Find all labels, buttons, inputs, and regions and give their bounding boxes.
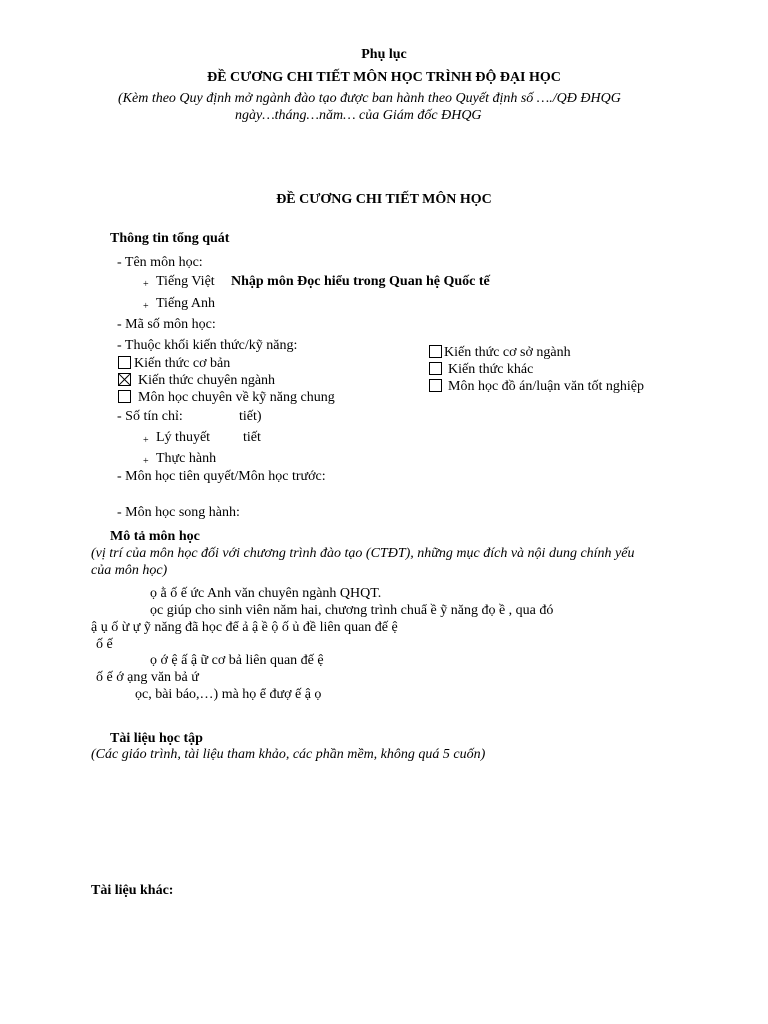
description-note-line-1: (vị trí của môn học đối với chương trình đào tạo (CTĐT), những mục đích và nội dung chính yếu [91, 546, 635, 561]
subtitle-line-1: (Kèm theo Quy định mở ngành đào tạo được ban hành theo Quyết định số …./QĐ ĐHQG [118, 91, 621, 106]
description-line: ố ế [96, 637, 113, 652]
general-info-heading: Thông tin tổng quát [110, 231, 230, 246]
checkbox-label: Môn học chuyên về kỹ năng chung [138, 390, 335, 405]
bullet-icon: + [143, 456, 149, 467]
practice-label: Thực hành [156, 451, 217, 466]
description-line: ố ế ớ ạng văn bả ứ [96, 670, 199, 685]
document-title: ĐỀ CƯƠNG CHI TIẾT MÔN HỌC TRÌNH ĐỘ ĐẠI HỌC [207, 70, 561, 85]
description-line: ọc giúp cho sinh viên năm hai, chương trình chuẩ ề ỹ năng đọ ề , qua đó [150, 603, 554, 618]
other-materials-heading: Tài liệu khác: [91, 883, 174, 898]
prerequisite-label: - Môn học tiên quyết/Môn học trước: [117, 469, 326, 484]
knowledge-block-label: - Thuộc khối kiến thức/kỹ năng: [117, 338, 298, 353]
bullet-icon: + [143, 301, 149, 312]
checkbox-label: Môn học đồ án/luận văn tốt nghiệp [448, 379, 644, 394]
parallel-course-label: - Môn học song hành: [117, 505, 240, 520]
description-line: ọc, bài báo,…) mà họ ể đượ ế ậ ọ [135, 687, 322, 702]
subtitle-line-2: ngày…tháng…năm… của Giám đốc ĐHQG [235, 108, 482, 123]
checkbox-basic-knowledge[interactable] [118, 356, 131, 369]
materials-heading: Tài liệu học tập [110, 731, 203, 746]
description-note-line-2: của môn học) [91, 563, 168, 578]
english-label: Tiếng Anh [156, 296, 216, 311]
checkbox-label: Kiến thức khác [448, 362, 534, 377]
credits-suffix: tiết) [239, 409, 262, 424]
credits-label: - Số tín chỉ: [117, 409, 183, 424]
checkbox-general-skills[interactable] [118, 390, 131, 403]
theory-suffix: tiết [243, 430, 261, 445]
course-code-label: - Mã số môn học: [117, 317, 216, 332]
description-heading: Mô tả môn học [110, 529, 200, 544]
bullet-icon: + [143, 435, 149, 446]
section-title: ĐỀ CƯƠNG CHI TIẾT MÔN HỌC [276, 192, 492, 207]
checkbox-label: Kiến thức cơ bản [134, 356, 231, 371]
course-name-label: - Tên môn học: [117, 255, 203, 270]
checkbox-label: Kiến thức chuyên ngành [138, 373, 276, 388]
appendix-label: Phụ lục [361, 47, 407, 62]
checkbox-foundation-major[interactable] [429, 345, 442, 358]
description-line: ậ ụ ố ừ ự ỹ năng đã học để ả ậ ề ộ ố ủ đề liên quan đế ệ [91, 620, 398, 635]
bullet-icon: + [143, 279, 149, 290]
checkbox-major-knowledge[interactable] [118, 373, 131, 386]
theory-label: Lý thuyết [156, 430, 211, 445]
checkbox-other-knowledge[interactable] [429, 362, 442, 375]
vietnamese-course-name: Nhập môn Đọc hiểu trong Quan hệ Quốc tế [231, 274, 490, 289]
checkbox-thesis[interactable] [429, 379, 442, 392]
materials-note: (Các giáo trình, tài liệu tham khảo, các phần mềm, không quá 5 cuốn) [91, 747, 486, 762]
description-line: ọ ằ ố ế ức Anh văn chuyên ngành QHQT. [150, 586, 382, 601]
description-line: ọ ớ ệ ấ ậ ữ cơ bả liên quan đế ệ [150, 653, 324, 668]
vietnamese-label: Tiếng Việt [156, 274, 215, 289]
checkbox-label: Kiến thức cơ sở ngành [444, 345, 571, 360]
